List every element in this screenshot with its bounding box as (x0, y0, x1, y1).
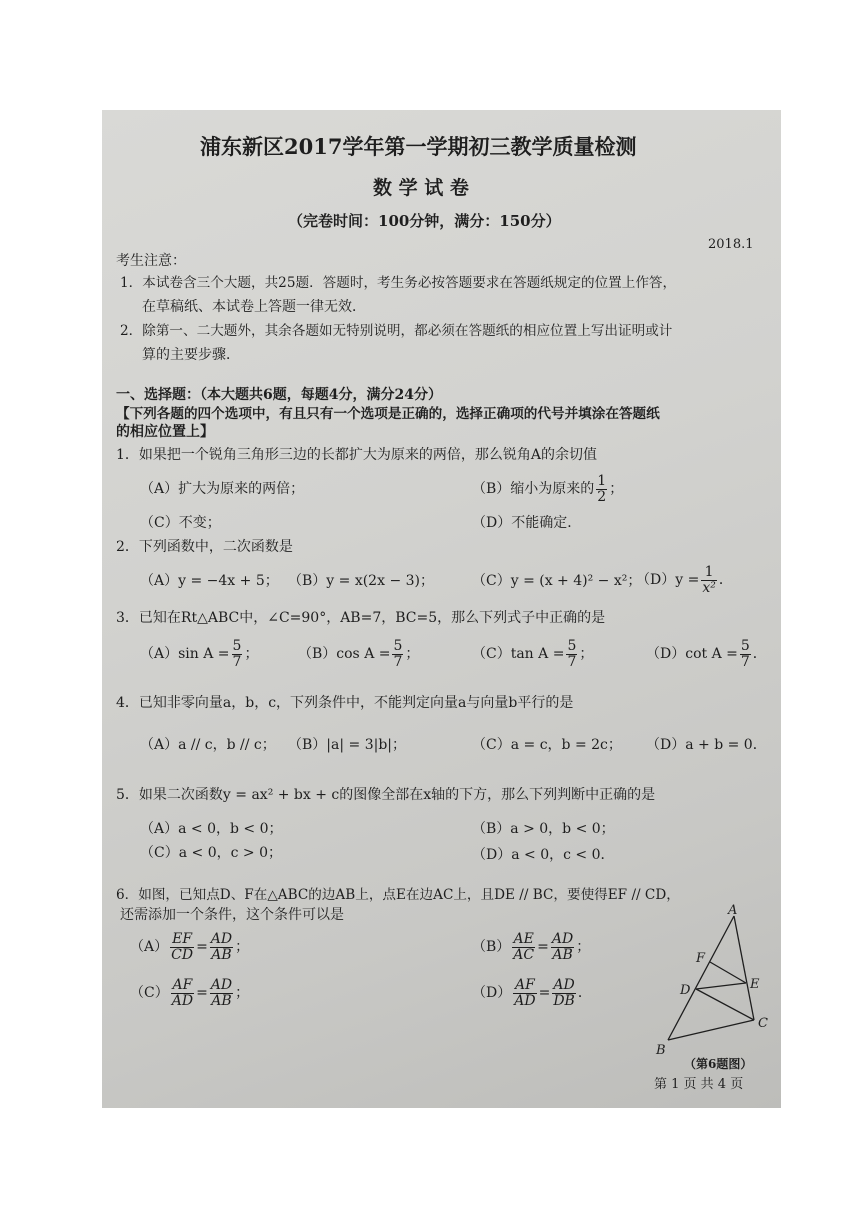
q6-b-end: ； (576, 939, 591, 955)
q6-c-end: ； (235, 985, 250, 1001)
q6-triangle-figure (648, 902, 774, 1074)
q6-d-left-den: AD (514, 992, 536, 1009)
q3-b-numerator: 5 (393, 637, 403, 654)
segment-fe (710, 962, 746, 983)
q3-b-denominator: 7 (393, 653, 403, 670)
q2-option-a: （A）y = −4x + 5； (140, 573, 279, 589)
side-ab (668, 916, 734, 1040)
q3-option-a: （A）sin A = $\frac{5}{7}$ ； (140, 637, 259, 670)
notice-item-2-line-2: 算的主要步骤． (142, 347, 240, 363)
q1-option-b-text: （B）缩小为原来的 (472, 481, 595, 497)
label-f: F (696, 951, 706, 966)
q6-a-left-num: EF (172, 930, 193, 947)
label-a: A (728, 903, 738, 918)
q1-stem: 1．如果把一个锐角三角形三边的长都扩大为原来的两倍，那么锐角A的余切值 (116, 447, 598, 463)
q6-a-label: （A） (130, 939, 169, 955)
q4-option-c: （C）a = c，b = 2c； (472, 737, 622, 753)
q3-option-d: （D）cot A = $\frac{5}{7}$ ． (646, 637, 767, 670)
q6-option-c: （C） $\frac{AF}{AD}$ = $\frac{AD}{AB}$ ； (130, 976, 250, 1009)
q6-d-left-num: AF (514, 976, 535, 993)
q2-d-denominator: x² (702, 579, 716, 596)
q6-b-right-num: AD (551, 930, 574, 947)
q4-option-d: （D）a + b = 0． (646, 737, 767, 753)
q3-option-c: （C）tan A = $\frac{5}{7}$ ； (472, 637, 594, 670)
q3-option-c-text: （C）tan A = (472, 646, 565, 662)
q6-a-right-den: AB (211, 946, 232, 963)
q3-a-denominator: 7 (232, 653, 242, 670)
q3-d-denominator: 7 (740, 653, 750, 670)
notice-item-1-line-2: 在草稿纸、本试卷上答题一律无效． (142, 299, 366, 315)
q3-a-fraction (232, 639, 243, 670)
q3-d-numerator: 5 (740, 637, 750, 654)
q2-option-d-text: （D）y = (636, 572, 700, 588)
q1-option-c: （C）不变； (140, 515, 221, 531)
q6-d-label: （D） (472, 985, 512, 1001)
segment-de (696, 983, 746, 989)
q6-b-right-den: AB (552, 946, 573, 963)
q6-c-right-num: AD (210, 976, 233, 993)
q6-a-end: ； (235, 939, 250, 955)
q6-d-right-fraction (552, 978, 576, 1009)
q6-c-left-den: AD (171, 992, 194, 1009)
notice-heading: 考生注意： (116, 253, 186, 269)
q5-option-c: （C）a < 0，c > 0； (140, 845, 282, 861)
q6-option-d: （D） $\frac{AF}{AD}$ = $\frac{AD}{DB}$ ． (472, 976, 592, 1009)
q5-option-b: （B）a > 0，b < 0； (472, 821, 615, 837)
q1-b-numerator: 1 (597, 472, 607, 489)
q1-b-denominator: 2 (597, 488, 607, 505)
exam-date: 2018.1 (708, 237, 754, 252)
q1-option-b-fraction (596, 474, 607, 505)
q6-a-right-fraction (210, 932, 233, 963)
exam-title: 浦东新区2017学年第一学期初三教学质量检测 (200, 134, 637, 159)
q1-option-d: （D）不能确定． (472, 515, 582, 531)
figure-caption: （第6题图） (684, 1057, 753, 1071)
q6-d-end: ． (577, 985, 592, 1001)
q6-b-left-den: AC (513, 946, 535, 963)
q3-c-numerator: 5 (567, 637, 577, 654)
side-ac (734, 916, 754, 1020)
q6-d-right-num: AD (553, 976, 575, 993)
q4-stem: 4．已知非零向量a，b，c，下列条件中，不能判定向量a与向量b平行的是 (116, 695, 574, 711)
q2-option-c: （C）y = (x + 4)² − x²； (472, 573, 642, 589)
q3-option-b-text: （B）cos A = (298, 646, 391, 662)
q3-option-d-text: （D）cot A = (646, 646, 738, 662)
q6-c-right-den: AB (211, 992, 232, 1009)
notice-item-2-line-1: 2．除第一、二大题外，其余各题如无特别说明，都必须在答题纸的相应位置上写出证明或计 (120, 323, 673, 339)
exam-paper (102, 110, 781, 1108)
label-c: C (758, 1016, 768, 1031)
q1-option-a: （A）扩大为原来的两倍； (140, 481, 305, 497)
q6-c-label: （C） (130, 985, 169, 1001)
q3-a-numerator: 5 (232, 637, 242, 654)
q3-c-denominator: 7 (567, 653, 577, 670)
q6-c-left-fraction (171, 978, 194, 1009)
q2-stem: 2．下列函数中，二次函数是 (116, 539, 293, 555)
section-1-instruction-line-2: 的相应位置上】 (116, 424, 214, 440)
q6-b-left-fraction (512, 932, 535, 963)
q6-c-right-fraction (210, 978, 233, 1009)
section-1-instruction-line-1: 【下列各题的四个选项中，有且只有一个选项是正确的，选择正确项的代号并填涂在答题纸 (116, 406, 660, 422)
q1-option-b: （B）缩小为原来的 $\frac{1}{2}$ ； (472, 472, 624, 505)
q6-option-a: （A） $\frac{EF}{CD}$ = $\frac{AD}{AB}$ ； (130, 930, 250, 963)
q2-option-b: （B）y = x(2x − 3)； (288, 573, 434, 589)
q4-option-a: （A）a // c，b // c； (140, 737, 276, 753)
section-1-heading: 一、选择题：（本大题共6题，每题4分，满分24分） (116, 387, 442, 403)
time-note: （完卷时间：100分钟，满分：150分） (288, 212, 561, 230)
segment-dc (696, 989, 754, 1020)
q3-b-fraction (392, 639, 403, 670)
q3-option-a-text: （A）sin A = (140, 646, 230, 662)
label-e: E (750, 977, 760, 992)
q3-option-b: （B）cos A = $\frac{5}{7}$ ； (298, 637, 420, 670)
page-footer: 第 1 页 共 4 页 (654, 1077, 744, 1092)
exam-subtitle: 数 学 试 卷 (373, 177, 469, 199)
q6-a-right-num: AD (210, 930, 233, 947)
label-d: D (680, 983, 691, 998)
q6-stem-line-1: 6．如图，已知点D、F在△ABC的边AB上，点E在边AC上，且DE // BC，要使得EF // CD， (116, 887, 680, 903)
q6-d-left-fraction (513, 978, 536, 1009)
q2-d-numerator: 1 (701, 565, 717, 581)
q6-b-right-fraction (551, 932, 574, 963)
q5-option-d: （D）a < 0，c < 0． (472, 847, 615, 863)
side-bc (668, 1020, 754, 1040)
q6-option-b: （B） $\frac{AE}{AC}$ = $\frac{AD}{AB}$ ； (472, 930, 591, 963)
q6-stem-line-2: 还需添加一个条件，这个条件可以是 (120, 907, 344, 923)
notice-item-1-line-1: 1．本试卷含三个大题，共25题．答题时，考生务必按答题要求在答题纸规定的位置上作答， (120, 275, 677, 291)
q6-d-right-den: DB (553, 992, 575, 1009)
q6-b-left-num: AE (513, 930, 534, 947)
q3-c-fraction (566, 639, 577, 670)
q3-stem: 3．已知在Rt△ABC中，∠C=90°，AB=7，BC=5，那么下列式子中正确的是 (116, 610, 606, 626)
q6-a-left-den: CD (171, 946, 194, 963)
q2-option-d-fraction (701, 565, 717, 596)
q4-option-b: （B）|a| = 3|b|； (288, 737, 407, 753)
q5-stem: 5．如果二次函数y = ax² + bx + c的图像全部在x轴的下方，那么下列判断中正确的是 (116, 787, 656, 803)
q6-a-left-fraction (170, 932, 194, 963)
q6-b-label: （B） (472, 939, 511, 955)
q3-d-fraction (740, 639, 751, 670)
q6-c-left-num: AF (172, 976, 193, 993)
q5-option-a: （A）a < 0，b < 0； (140, 821, 283, 837)
q2-option-d: （D）y = $\frac{1}{\text{x²}}$ ． (636, 563, 733, 596)
label-b: B (656, 1043, 666, 1058)
